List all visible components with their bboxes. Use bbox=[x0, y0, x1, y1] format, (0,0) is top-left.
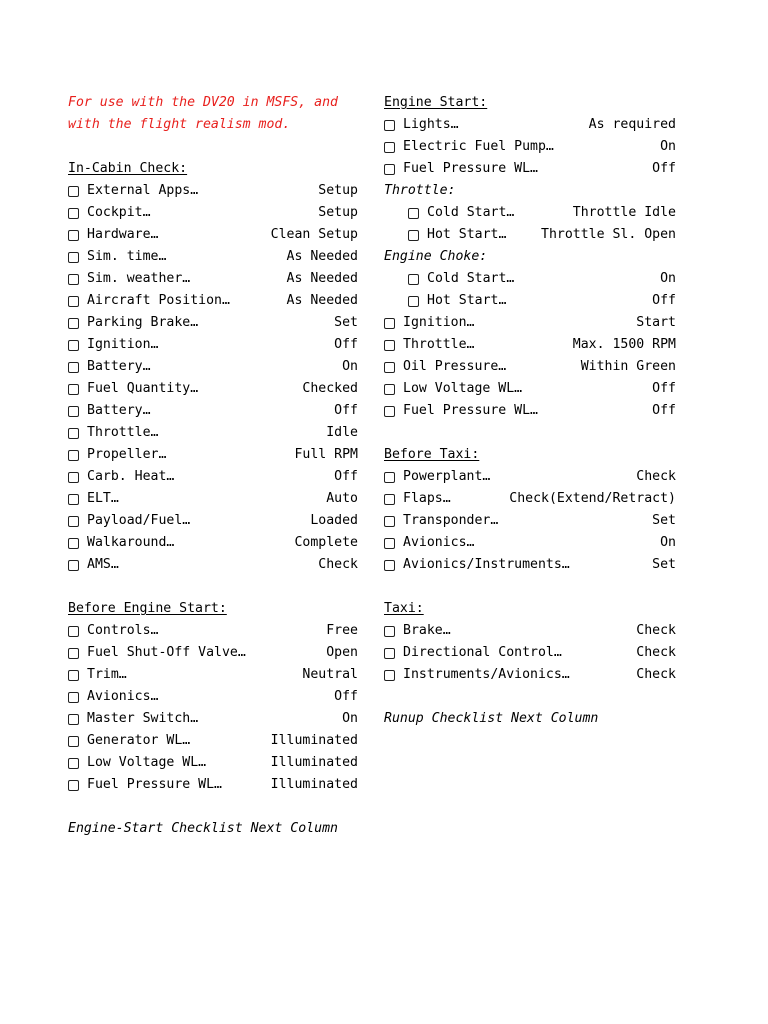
checklist-item-value: Check bbox=[636, 623, 676, 638]
checklist-item bbox=[68, 378, 358, 400]
engine-start-list-b bbox=[384, 312, 676, 422]
checkbox[interactable] bbox=[408, 230, 419, 241]
checkbox[interactable] bbox=[408, 296, 419, 307]
checklist-item-value: Set bbox=[652, 513, 676, 528]
checklist-item-label: Flaps… bbox=[403, 491, 451, 506]
checklist-item-value: Throttle Sl. Open bbox=[541, 227, 676, 242]
checklist-item-label: Avionics/Instruments… bbox=[403, 557, 570, 572]
checklist-item-label: Sim. weather… bbox=[87, 271, 191, 286]
checkbox[interactable] bbox=[384, 560, 395, 571]
checkbox[interactable] bbox=[68, 318, 79, 329]
checklist-item bbox=[384, 202, 676, 224]
checklist-item bbox=[384, 488, 676, 510]
checklist-item-label: Fuel Pressure WL… bbox=[403, 161, 538, 176]
checklist-item bbox=[68, 510, 358, 532]
checklist-item-value: Check bbox=[636, 667, 676, 682]
checklist-item-label: Aircraft Position… bbox=[87, 293, 230, 308]
checklist-item-value: Set bbox=[334, 315, 358, 330]
checkbox[interactable] bbox=[68, 736, 79, 747]
checklist-item bbox=[68, 268, 358, 290]
checkbox[interactable] bbox=[68, 296, 79, 307]
checklist-item-value: Within Green bbox=[580, 359, 676, 374]
checkbox[interactable] bbox=[68, 670, 79, 681]
checklist-item-value: Check bbox=[636, 469, 676, 484]
checklist-item-value: As Needed bbox=[286, 249, 358, 264]
checklist-item-label: Avionics… bbox=[403, 535, 475, 550]
checklist-item bbox=[384, 620, 676, 642]
checklist-item-label: Sim. time… bbox=[87, 249, 167, 264]
checkbox[interactable] bbox=[384, 472, 395, 483]
checklist-item bbox=[68, 466, 358, 488]
checklist-item-value: Throttle Idle bbox=[572, 205, 676, 220]
checklist-item-label: Transponder… bbox=[403, 513, 499, 528]
checkbox[interactable] bbox=[68, 208, 79, 219]
checklist-item-value: Open bbox=[326, 645, 358, 660]
checklist-item bbox=[384, 312, 676, 334]
taxi-heading: Taxi: bbox=[384, 601, 424, 616]
throttle-subheading: Throttle: bbox=[384, 183, 456, 198]
checkbox[interactable] bbox=[384, 406, 395, 417]
checkbox[interactable] bbox=[384, 648, 395, 659]
checkbox[interactable] bbox=[384, 494, 395, 505]
checklist-item bbox=[384, 378, 676, 400]
checklist-item-label: Hot Start… bbox=[427, 293, 507, 308]
engine-start-list-a bbox=[384, 114, 676, 180]
checklist-item-value: Off bbox=[652, 403, 676, 418]
checklist-item-value: Setup bbox=[318, 205, 358, 220]
checklist-item-label: Trim… bbox=[87, 667, 127, 682]
checklist-item-label: Low Voltage WL… bbox=[403, 381, 523, 396]
checklist-item-label: Hot Start… bbox=[427, 227, 507, 242]
checklist-item bbox=[384, 642, 676, 664]
checklist-item-label: Cockpit… bbox=[87, 205, 151, 220]
checklist-item-label: Instruments/Avionics… bbox=[403, 667, 570, 682]
right-column bbox=[384, 92, 676, 730]
checklist-item-value: On bbox=[342, 359, 358, 374]
in-cabin-heading: In-Cabin Check: bbox=[68, 161, 188, 176]
checklist-item-label: Cold Start… bbox=[427, 205, 515, 220]
checklist-item-label: Throttle… bbox=[87, 425, 159, 440]
checklist-item-value: As Needed bbox=[286, 271, 358, 286]
checkbox[interactable] bbox=[68, 758, 79, 769]
checkbox[interactable] bbox=[384, 626, 395, 637]
checkbox[interactable] bbox=[68, 692, 79, 703]
checklist-item-value: Off bbox=[334, 469, 358, 484]
checkbox[interactable] bbox=[68, 252, 79, 263]
checkbox[interactable] bbox=[384, 318, 395, 329]
checklist-item-label: Parking Brake… bbox=[87, 315, 199, 330]
checklist-item-value: Set bbox=[652, 557, 676, 572]
checkbox[interactable] bbox=[384, 384, 395, 395]
checkbox[interactable] bbox=[68, 384, 79, 395]
checklist-item-value: Full RPM bbox=[294, 447, 358, 462]
checklist-item bbox=[68, 202, 358, 224]
checklist-item-label: Lights… bbox=[403, 117, 459, 132]
checkbox[interactable] bbox=[408, 274, 419, 285]
checkbox[interactable] bbox=[68, 340, 79, 351]
engine-start-next-note: Engine-Start Checklist Next Column bbox=[68, 821, 338, 836]
before-taxi-list bbox=[384, 466, 676, 576]
checklist-item-label: Battery… bbox=[87, 403, 151, 418]
checkbox[interactable] bbox=[384, 340, 395, 351]
engine-start-heading: Engine Start: bbox=[384, 95, 488, 110]
checklist-item-value: Max. 1500 RPM bbox=[572, 337, 676, 352]
checkbox[interactable] bbox=[68, 714, 79, 725]
checklist-item-label: Battery… bbox=[87, 359, 151, 374]
checklist-item-value: Loaded bbox=[310, 513, 358, 528]
checklist-item-value: As Needed bbox=[286, 293, 358, 308]
checklist-item bbox=[68, 400, 358, 422]
checklist-item-value: Off bbox=[652, 381, 676, 396]
checklist-item-label: Propeller… bbox=[87, 447, 167, 462]
checklist-item bbox=[68, 312, 358, 334]
checklist-item bbox=[68, 224, 358, 246]
checkbox[interactable] bbox=[68, 780, 79, 791]
checklist-item-value: Check(Extend/Retract) bbox=[509, 491, 676, 506]
checklist-item bbox=[68, 290, 358, 312]
checklist-item bbox=[68, 730, 358, 752]
checklist-item bbox=[384, 466, 676, 488]
checklist-item-label: Electric Fuel Pump… bbox=[403, 139, 554, 154]
checklist-item-value: Off bbox=[334, 689, 358, 704]
intro-line-1: For use with the DV20 in MSFS, and bbox=[68, 95, 338, 110]
checklist-item bbox=[68, 444, 358, 466]
checklist-item bbox=[68, 708, 358, 730]
checklist-item bbox=[68, 334, 358, 356]
checklist-item-value: Idle bbox=[326, 425, 358, 440]
checklist-item bbox=[384, 664, 676, 686]
checklist-item bbox=[68, 620, 358, 642]
checklist-item-value: Complete bbox=[294, 535, 358, 550]
checklist-item bbox=[384, 224, 676, 246]
left-column bbox=[68, 92, 358, 840]
checklist-item-label: Controls… bbox=[87, 623, 159, 638]
checkbox[interactable] bbox=[68, 560, 79, 571]
checklist-item-value: Check bbox=[636, 645, 676, 660]
checklist-item bbox=[68, 774, 358, 796]
checklist-item bbox=[384, 554, 676, 576]
in-cabin-list bbox=[68, 180, 358, 576]
checklist-item-value: Illuminated bbox=[270, 733, 358, 748]
checklist-item-label: Cold Start… bbox=[427, 271, 515, 286]
checklist-item-label: Generator WL… bbox=[87, 733, 191, 748]
checklist-item-value: As required bbox=[588, 117, 676, 132]
checklist-item-value: Free bbox=[326, 623, 358, 638]
engine-choke-list bbox=[384, 268, 676, 312]
checklist-item bbox=[68, 488, 358, 510]
throttle-list bbox=[384, 202, 676, 246]
checklist-item-label: Ignition… bbox=[87, 337, 159, 352]
checklist-item bbox=[384, 158, 676, 180]
before-engine-start-list bbox=[68, 620, 358, 796]
checkbox[interactable] bbox=[68, 626, 79, 637]
checkbox[interactable] bbox=[68, 428, 79, 439]
checklist-item-value: On bbox=[660, 535, 676, 550]
checkbox[interactable] bbox=[68, 186, 79, 197]
checklist-item-value: On bbox=[342, 711, 358, 726]
checklist-item bbox=[384, 290, 676, 312]
checklist-item-label: Fuel Pressure WL… bbox=[403, 403, 538, 418]
checklist-item-label: Walkaround… bbox=[87, 535, 175, 550]
checkbox[interactable] bbox=[384, 120, 395, 131]
checkbox[interactable] bbox=[408, 208, 419, 219]
checklist-item bbox=[68, 752, 358, 774]
runup-next-note: Runup Checklist Next Column bbox=[384, 711, 599, 726]
checkbox[interactable] bbox=[68, 648, 79, 659]
engine-choke-subheading: Engine Choke: bbox=[384, 249, 488, 264]
checklist-item-value: Clean Setup bbox=[270, 227, 358, 242]
checklist-item-label: Low Voltage WL… bbox=[87, 755, 207, 770]
checklist-item-label: Payload/Fuel… bbox=[87, 513, 191, 528]
checklist-item bbox=[68, 686, 358, 708]
checklist-item-value: Setup bbox=[318, 183, 358, 198]
checklist-item-value: Neutral bbox=[302, 667, 358, 682]
checklist-item bbox=[384, 532, 676, 554]
checklist-item-label: AMS… bbox=[87, 557, 119, 572]
checklist-item-label: Brake… bbox=[403, 623, 451, 638]
checklist-item-value: Illuminated bbox=[270, 755, 358, 770]
checklist-item-value: On bbox=[660, 271, 676, 286]
checklist-item-value: Off bbox=[334, 337, 358, 352]
checklist-item bbox=[68, 532, 358, 554]
checklist-item-label: Powerplant… bbox=[403, 469, 491, 484]
checklist-item bbox=[384, 136, 676, 158]
checkbox[interactable] bbox=[384, 538, 395, 549]
checklist-item-label: External Apps… bbox=[87, 183, 199, 198]
checklist-item-label: ELT… bbox=[87, 491, 119, 506]
checklist-item-value: Auto bbox=[326, 491, 358, 506]
checkbox[interactable] bbox=[384, 164, 395, 175]
checklist-item bbox=[384, 114, 676, 136]
checklist-item bbox=[68, 642, 358, 664]
checklist-item bbox=[384, 268, 676, 290]
checklist-item-label: Ignition… bbox=[403, 315, 475, 330]
checklist-item bbox=[68, 180, 358, 202]
checklist-item-label: Throttle… bbox=[403, 337, 475, 352]
checklist-item-label: Oil Pressure… bbox=[403, 359, 507, 374]
checkbox[interactable] bbox=[384, 516, 395, 527]
checklist-item bbox=[384, 334, 676, 356]
checklist-item-value: Illuminated bbox=[270, 777, 358, 792]
checklist-item bbox=[384, 356, 676, 378]
checkbox[interactable] bbox=[384, 362, 395, 373]
checkbox[interactable] bbox=[384, 670, 395, 681]
before-taxi-heading: Before Taxi: bbox=[384, 447, 480, 462]
checklist-item-label: Carb. Heat… bbox=[87, 469, 175, 484]
checklist-item bbox=[68, 664, 358, 686]
checklist-item-value: Off bbox=[652, 161, 676, 176]
checkbox[interactable] bbox=[68, 516, 79, 527]
checklist-item bbox=[68, 554, 358, 576]
checklist-item-label: Fuel Quantity… bbox=[87, 381, 199, 396]
checklist-item bbox=[384, 400, 676, 422]
checklist-item-label: Hardware… bbox=[87, 227, 159, 242]
before-engine-start-heading: Before Engine Start: bbox=[68, 601, 227, 616]
checkbox[interactable] bbox=[68, 406, 79, 417]
checkbox[interactable] bbox=[68, 274, 79, 285]
checklist-item-label: Master Switch… bbox=[87, 711, 199, 726]
checkbox[interactable] bbox=[68, 362, 79, 373]
checklist-item bbox=[384, 510, 676, 532]
checklist-item-value: Check bbox=[318, 557, 358, 572]
checklist-item-value: Start bbox=[636, 315, 676, 330]
intro-line-2: with the flight realism mod. bbox=[68, 117, 291, 132]
checklist-item-label: Avionics… bbox=[87, 689, 159, 704]
checkbox[interactable] bbox=[384, 142, 395, 153]
checkbox[interactable] bbox=[68, 538, 79, 549]
checkbox[interactable] bbox=[68, 472, 79, 483]
checklist-item bbox=[68, 422, 358, 444]
taxi-list bbox=[384, 620, 676, 686]
checkbox[interactable] bbox=[68, 494, 79, 505]
checklist-item bbox=[68, 356, 358, 378]
checklist-item-label: Directional Control… bbox=[403, 645, 562, 660]
checklist-item-value: Off bbox=[652, 293, 676, 308]
checklist-item-label: Fuel Shut-Off Valve… bbox=[87, 645, 246, 660]
checklist-item-value: On bbox=[660, 139, 676, 154]
checkbox[interactable] bbox=[68, 450, 79, 461]
checklist-item-value: Off bbox=[334, 403, 358, 418]
checklist-item-value: Checked bbox=[302, 381, 358, 396]
checklist-item-label: Fuel Pressure WL… bbox=[87, 777, 222, 792]
checkbox[interactable] bbox=[68, 230, 79, 241]
checklist-item bbox=[68, 246, 358, 268]
